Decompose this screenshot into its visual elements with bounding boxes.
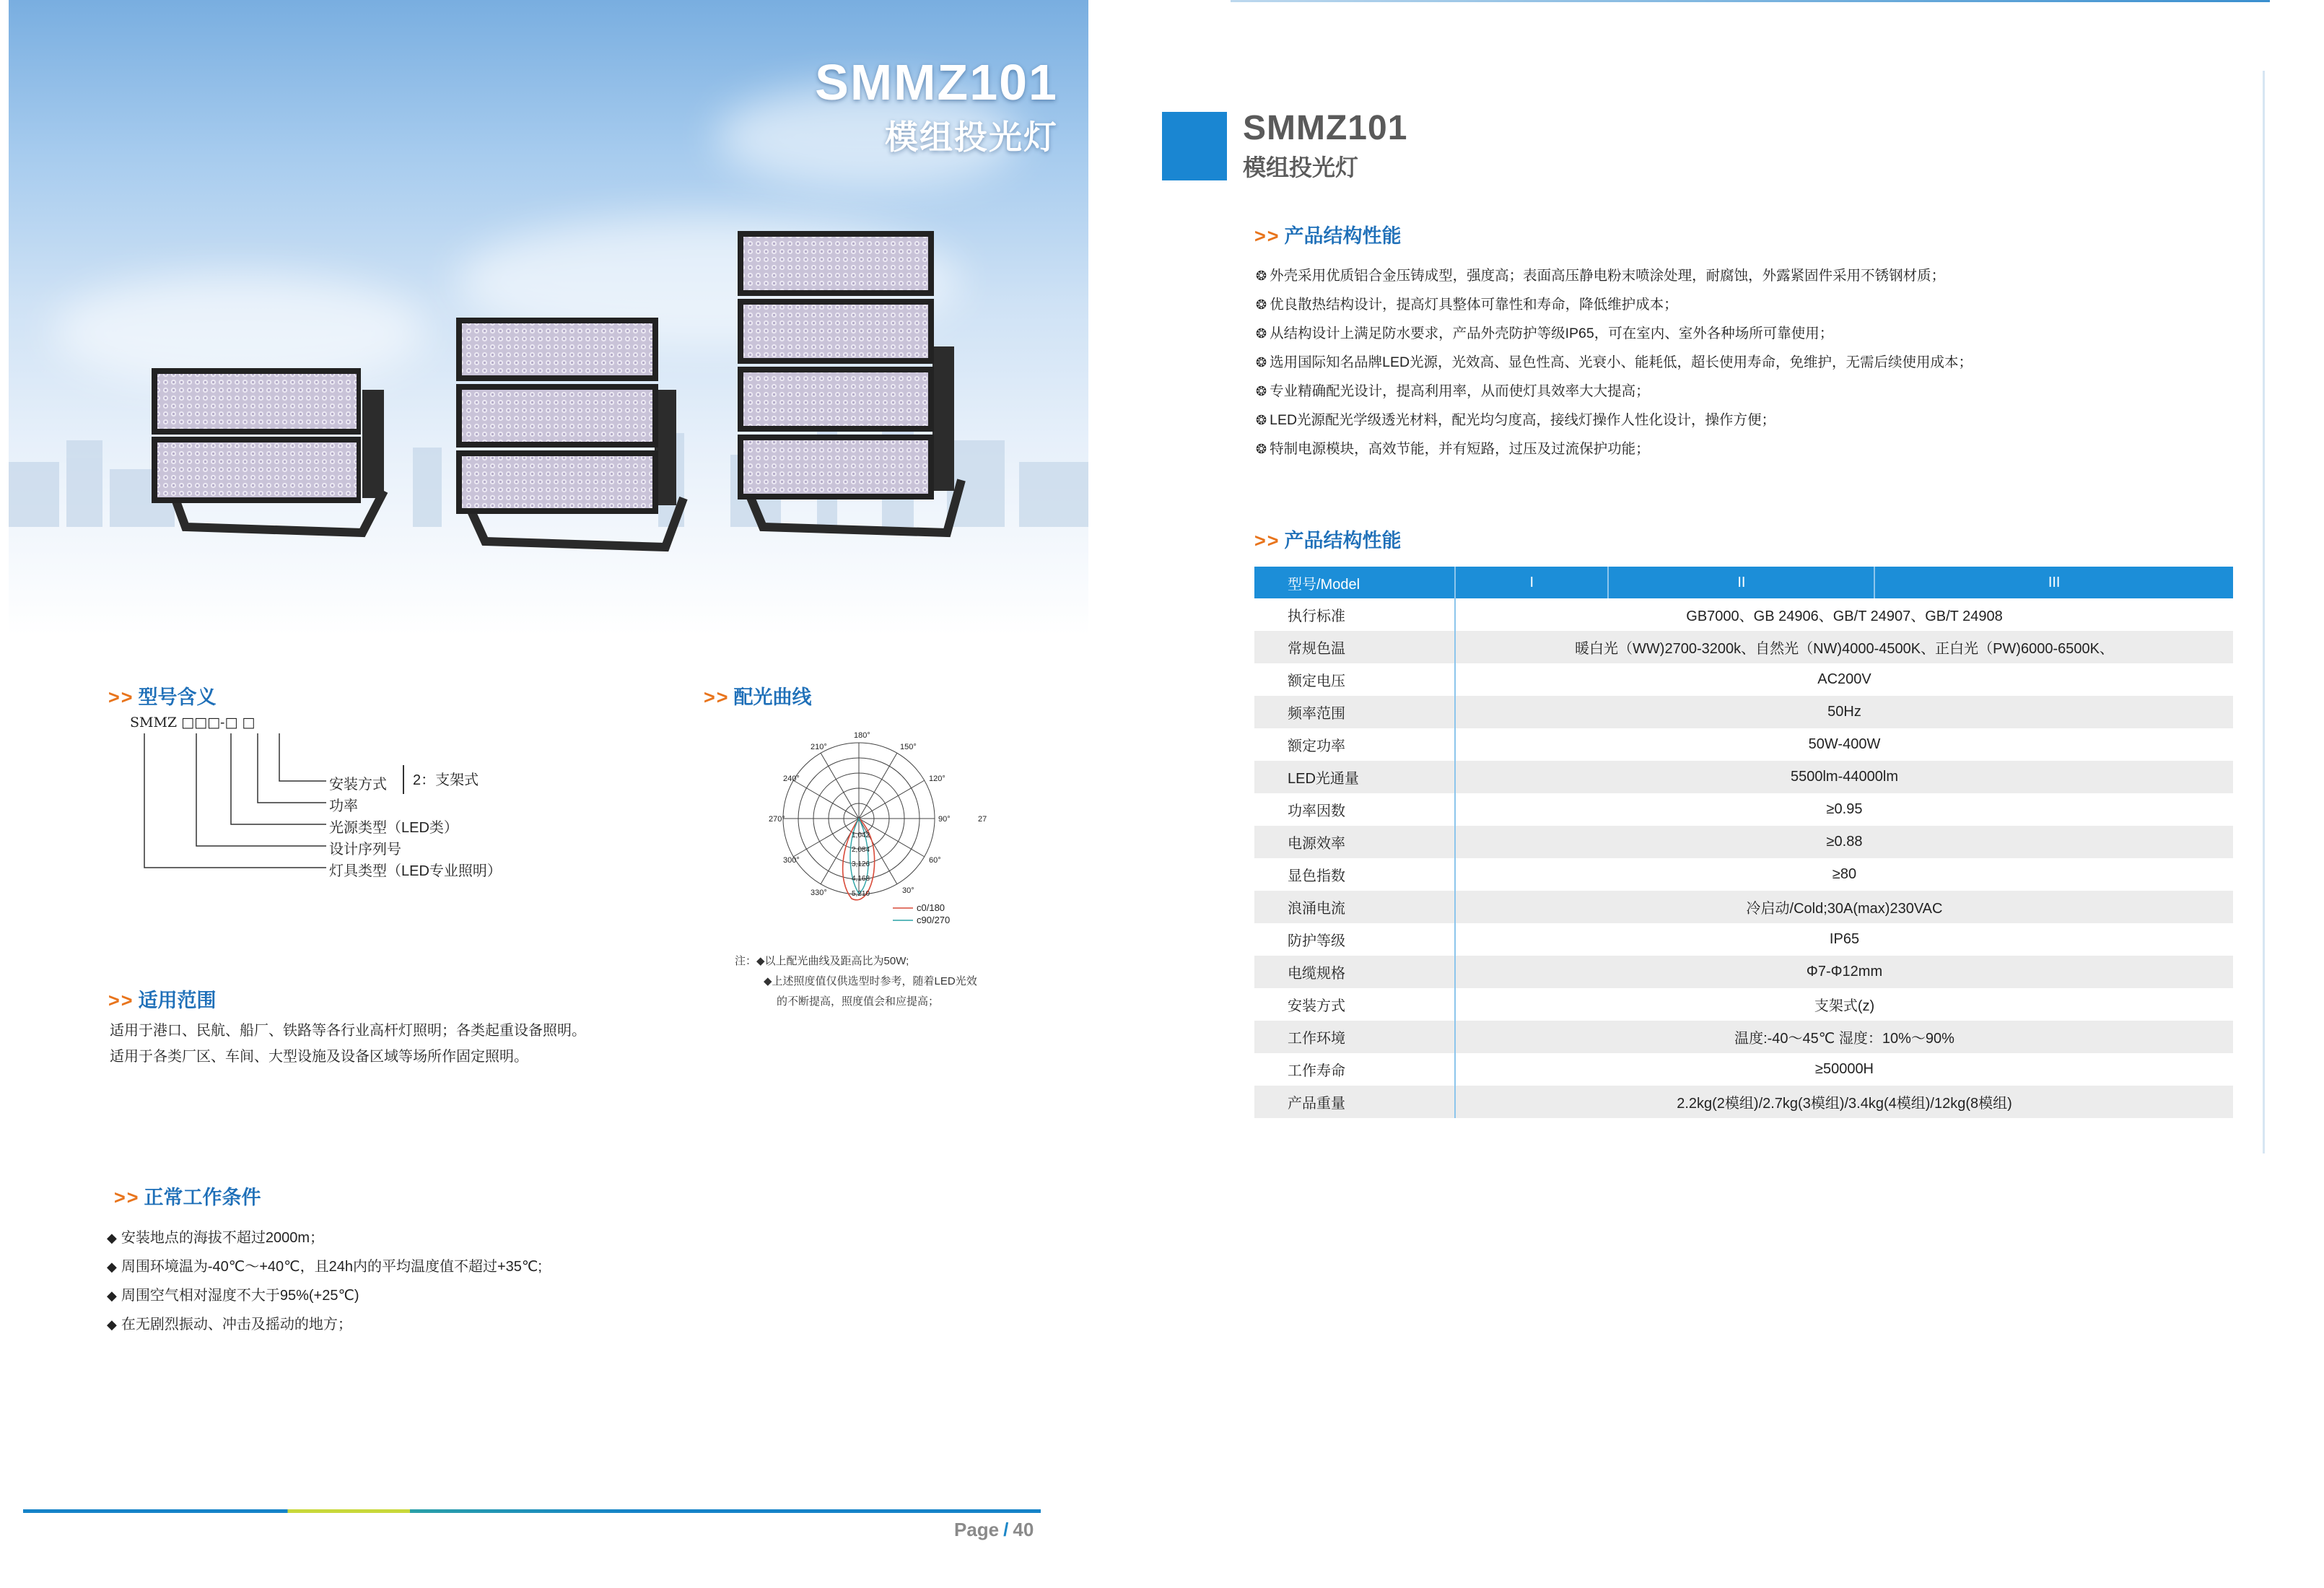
- param-value: ≥0.95: [1826, 801, 1863, 817]
- param-value: AC200V: [1817, 671, 1871, 687]
- table-row: [1254, 956, 2233, 988]
- side-number: 27: [978, 815, 987, 824]
- radial-value: 5,210: [852, 890, 870, 898]
- param-value: 2.2kg(2模组)/2.7kg(3模组)/3.4kg(4模组)/12kg(8模组): [1455, 1086, 2233, 1118]
- table-row: [1254, 923, 2233, 956]
- list-item: ❂ 优良散热结构设计，提高灯具整体可靠性和寿命，降低维护成本；: [1256, 290, 1973, 319]
- table-row: [1254, 826, 2233, 858]
- page-label: Page: [954, 1519, 1000, 1540]
- table-header-row: [1254, 567, 2233, 598]
- table-row: [1254, 696, 2233, 728]
- param-value: IP65: [1829, 931, 1860, 947]
- features-list: [1256, 261, 1973, 463]
- param-name: 功率因数: [1254, 793, 1455, 826]
- param-value: ≥80: [1832, 866, 1857, 882]
- conditions-list: [107, 1223, 542, 1339]
- floodlight-3-module-image: [449, 303, 694, 556]
- table-row: [1254, 663, 2233, 696]
- conditions-title: 正常工作条件: [144, 1187, 261, 1208]
- product-subtitle: 模组投光灯: [1243, 154, 1359, 180]
- param-value: 温度:-40～45℃ 湿度：10%～90%: [1455, 1021, 2233, 1053]
- param-name: 额定电压: [1254, 663, 1455, 696]
- param-name: 工作寿命: [1254, 1053, 1455, 1086]
- list-item: ◆ 安装地点的海拔不超过2000m；: [107, 1223, 542, 1252]
- lamp-type-label: 灯具类型（LED专业照明）: [329, 863, 502, 879]
- arrow-icon: >>: [108, 686, 134, 708]
- param-name: 电缆规格: [1254, 956, 1455, 988]
- list-item: ❂ 外壳采用优质铝合金压铸成型，强度高；表面高压静电粉末喷涂处理，耐腐蚀，外露紧固件采用不锈钢材质；: [1256, 261, 1973, 290]
- model-code-diagram: [130, 715, 549, 888]
- angle-label: 30°: [902, 886, 914, 895]
- mounting-option: 2：支架式: [413, 772, 479, 788]
- param-name: 频率范围: [1254, 696, 1455, 728]
- arrow-icon: >>: [114, 1187, 140, 1208]
- scope-title: 适用范围: [138, 990, 217, 1011]
- param-name: 浪涌电流: [1254, 891, 1455, 923]
- hero-banner: [9, 0, 1088, 635]
- spec-table: [1254, 567, 2233, 1118]
- table-row: [1254, 988, 2233, 1021]
- column-header: III: [1874, 567, 2233, 598]
- list-item: ❂ 特制电源模块，高效节能，并有短路，过压及过流保护功能；: [1256, 435, 1973, 463]
- mounting-label: 安装方式: [329, 777, 387, 793]
- power-label: 功率: [329, 798, 358, 814]
- left-page: [0, 0, 1090, 1588]
- legend-c90: c90/270: [917, 915, 951, 925]
- model-meaning-heading: [108, 681, 217, 710]
- table-row: [1254, 891, 2233, 923]
- page-value: 40: [1013, 1519, 1034, 1540]
- product-model: SMMZ101: [1243, 109, 1408, 147]
- table-heading: [1254, 525, 1402, 553]
- hero-subtitle: 模组投光灯: [885, 118, 1058, 156]
- param-name: 防护等级: [1254, 923, 1455, 956]
- param-value: Φ7-Φ12mm: [1455, 956, 2233, 988]
- model-meaning-title: 型号含义: [138, 686, 217, 708]
- features-title: 产品结构性能: [1284, 225, 1402, 247]
- table-title: 产品结构性能: [1284, 530, 1402, 551]
- arrow-icon: >>: [1254, 530, 1280, 551]
- param-name: 执行标准: [1254, 598, 1455, 631]
- right-border: [2263, 71, 2265, 1153]
- param-value: ≥50000H: [1814, 1061, 1874, 1077]
- scope-text: [110, 1018, 586, 1070]
- light-curve-title: 配光曲线: [733, 686, 812, 708]
- light-curve-heading: [704, 681, 812, 710]
- param-value: 5500lm-44000lm: [1455, 761, 2233, 793]
- arrow-icon: >>: [108, 990, 134, 1011]
- angle-label: 120°: [929, 775, 945, 783]
- param-value: ≥0.88: [1455, 826, 2233, 858]
- table-row: [1254, 728, 2233, 761]
- radial-value: 3,126: [852, 860, 870, 868]
- list-item: ◆ 周围空气相对湿度不大于95%(+25℃): [107, 1281, 542, 1310]
- param-name: 产品重量: [1254, 1086, 1455, 1118]
- list-item: ❂ 从结构设计上满足防水要求，产品外壳防护等级IP65，可在室内、室外各种场所可靠使用；: [1256, 319, 1973, 348]
- top-border: [1231, 0, 2270, 2]
- param-name: 常规色温: [1254, 631, 1455, 663]
- table-row: [1254, 761, 2233, 793]
- floodlight-2-module-image: [146, 346, 398, 541]
- right-page: [1162, 0, 2324, 1588]
- param-name: LED光通量: [1254, 761, 1455, 793]
- angle-label: 330°: [811, 889, 827, 897]
- table-row: [1254, 1086, 2233, 1118]
- angle-label: 210°: [811, 743, 827, 751]
- column-header: 型号/Model: [1254, 567, 1455, 598]
- hero-title: [815, 56, 1058, 159]
- list-item: ❂ 专业精确配光设计，提高利用率，从而使灯具效率大大提高；: [1256, 377, 1973, 406]
- radial-value: 4,168: [852, 875, 870, 883]
- list-item: ◆ 周围环境温为-40℃～+40℃，且24h内的平均温度值不超过+35℃;: [107, 1252, 542, 1281]
- param-value: 50Hz: [1455, 696, 2233, 728]
- product-title: [1243, 108, 1407, 183]
- angle-label: 90°: [938, 815, 951, 824]
- table-body: [1254, 598, 2233, 1118]
- light-source-label: 光源类型（LED类）: [329, 820, 458, 836]
- note-line: 的不断提高，照度值会和应提高；: [777, 995, 940, 1008]
- param-value: 暖白光（WW)2700-3200k、自然光（NW)4000-4500K、正白光（PW)6000-6500K、: [1455, 631, 2233, 663]
- model-code-connector-lines: [130, 715, 346, 873]
- param-value: 50W-400W: [1808, 736, 1881, 752]
- radial-value: 2,084: [852, 846, 870, 854]
- param-name: 电源效率: [1254, 826, 1455, 858]
- floodlight-4-module-image: [730, 224, 976, 556]
- page-number: [954, 1519, 1034, 1541]
- param-value: 冷启动/Cold;30A(max)230VAC: [1455, 891, 2233, 923]
- arrow-icon: >>: [704, 686, 730, 708]
- list-item: ◆ 在无剧烈振动、冲击及摇动的地方；: [107, 1310, 542, 1339]
- footer-divider: [23, 1509, 1041, 1513]
- table-row: [1254, 1021, 2233, 1053]
- radial-value: 1,042: [852, 832, 870, 839]
- table-row: [1254, 793, 2233, 826]
- column-header: II: [1608, 567, 1874, 598]
- angle-label: 60°: [929, 856, 941, 865]
- hero-model: SMMZ101: [815, 54, 1058, 110]
- arrow-icon: >>: [1254, 225, 1280, 247]
- table-row: [1254, 598, 2233, 631]
- scope-heading: [108, 985, 217, 1013]
- scope-line: 适用于港口、民航、船厂、铁路等各行业高杆灯照明；各类起重设备照明。: [110, 1023, 586, 1039]
- column-header: I: [1455, 567, 1608, 598]
- model-code: SMMZ □□□-□ □: [130, 715, 255, 730]
- divider: [403, 765, 404, 794]
- note-line: ◆上述照度值仅供选型时参考，随着LED光效: [764, 975, 977, 987]
- angle-label: 240°: [783, 775, 800, 783]
- table-row: [1254, 858, 2233, 891]
- angle-label: 300°: [783, 856, 800, 865]
- angle-label: 180°: [854, 731, 870, 740]
- param-name: 显色指数: [1254, 858, 1455, 891]
- param-name: 安装方式: [1254, 988, 1455, 1021]
- param-name: 额定功率: [1254, 728, 1455, 761]
- param-value: 支架式(z): [1814, 998, 1875, 1014]
- legend-c0: c0/180: [917, 902, 945, 913]
- conditions-heading: [114, 1182, 261, 1210]
- table-row: [1254, 1053, 2233, 1086]
- note-line: 注：◆以上配光曲线及距高比为50W;: [735, 955, 909, 967]
- polar-light-distribution-chart: [733, 722, 1057, 938]
- list-item: ❂ 选用国际知名品牌LED光源，光效高、显色性高、光衰小、能耗低，超长使用寿命，免维护，无需后续使用成本；: [1256, 348, 1973, 377]
- light-curve-note: [735, 951, 977, 1012]
- brand-block: [1162, 112, 1227, 180]
- table-row: [1254, 631, 2233, 663]
- page-slash: /: [1003, 1519, 1009, 1540]
- angle-label: 270°: [769, 815, 785, 824]
- param-name: 工作环境: [1254, 1021, 1455, 1053]
- angle-label: 150°: [900, 743, 917, 751]
- scope-line: 适用于各类厂区、车间、大型设施及设备区域等场所作固定照明。: [110, 1049, 528, 1065]
- features-heading: [1254, 220, 1402, 248]
- list-item: ❂ LED光源配光学级透光材料，配光均匀度高，接线灯操作人性化设计，操作方便；: [1256, 406, 1973, 435]
- design-seq-label: 设计序列号: [329, 842, 401, 858]
- param-value: GB7000、GB 24906、GB/T 24907、GB/T 24908: [1686, 608, 2003, 624]
